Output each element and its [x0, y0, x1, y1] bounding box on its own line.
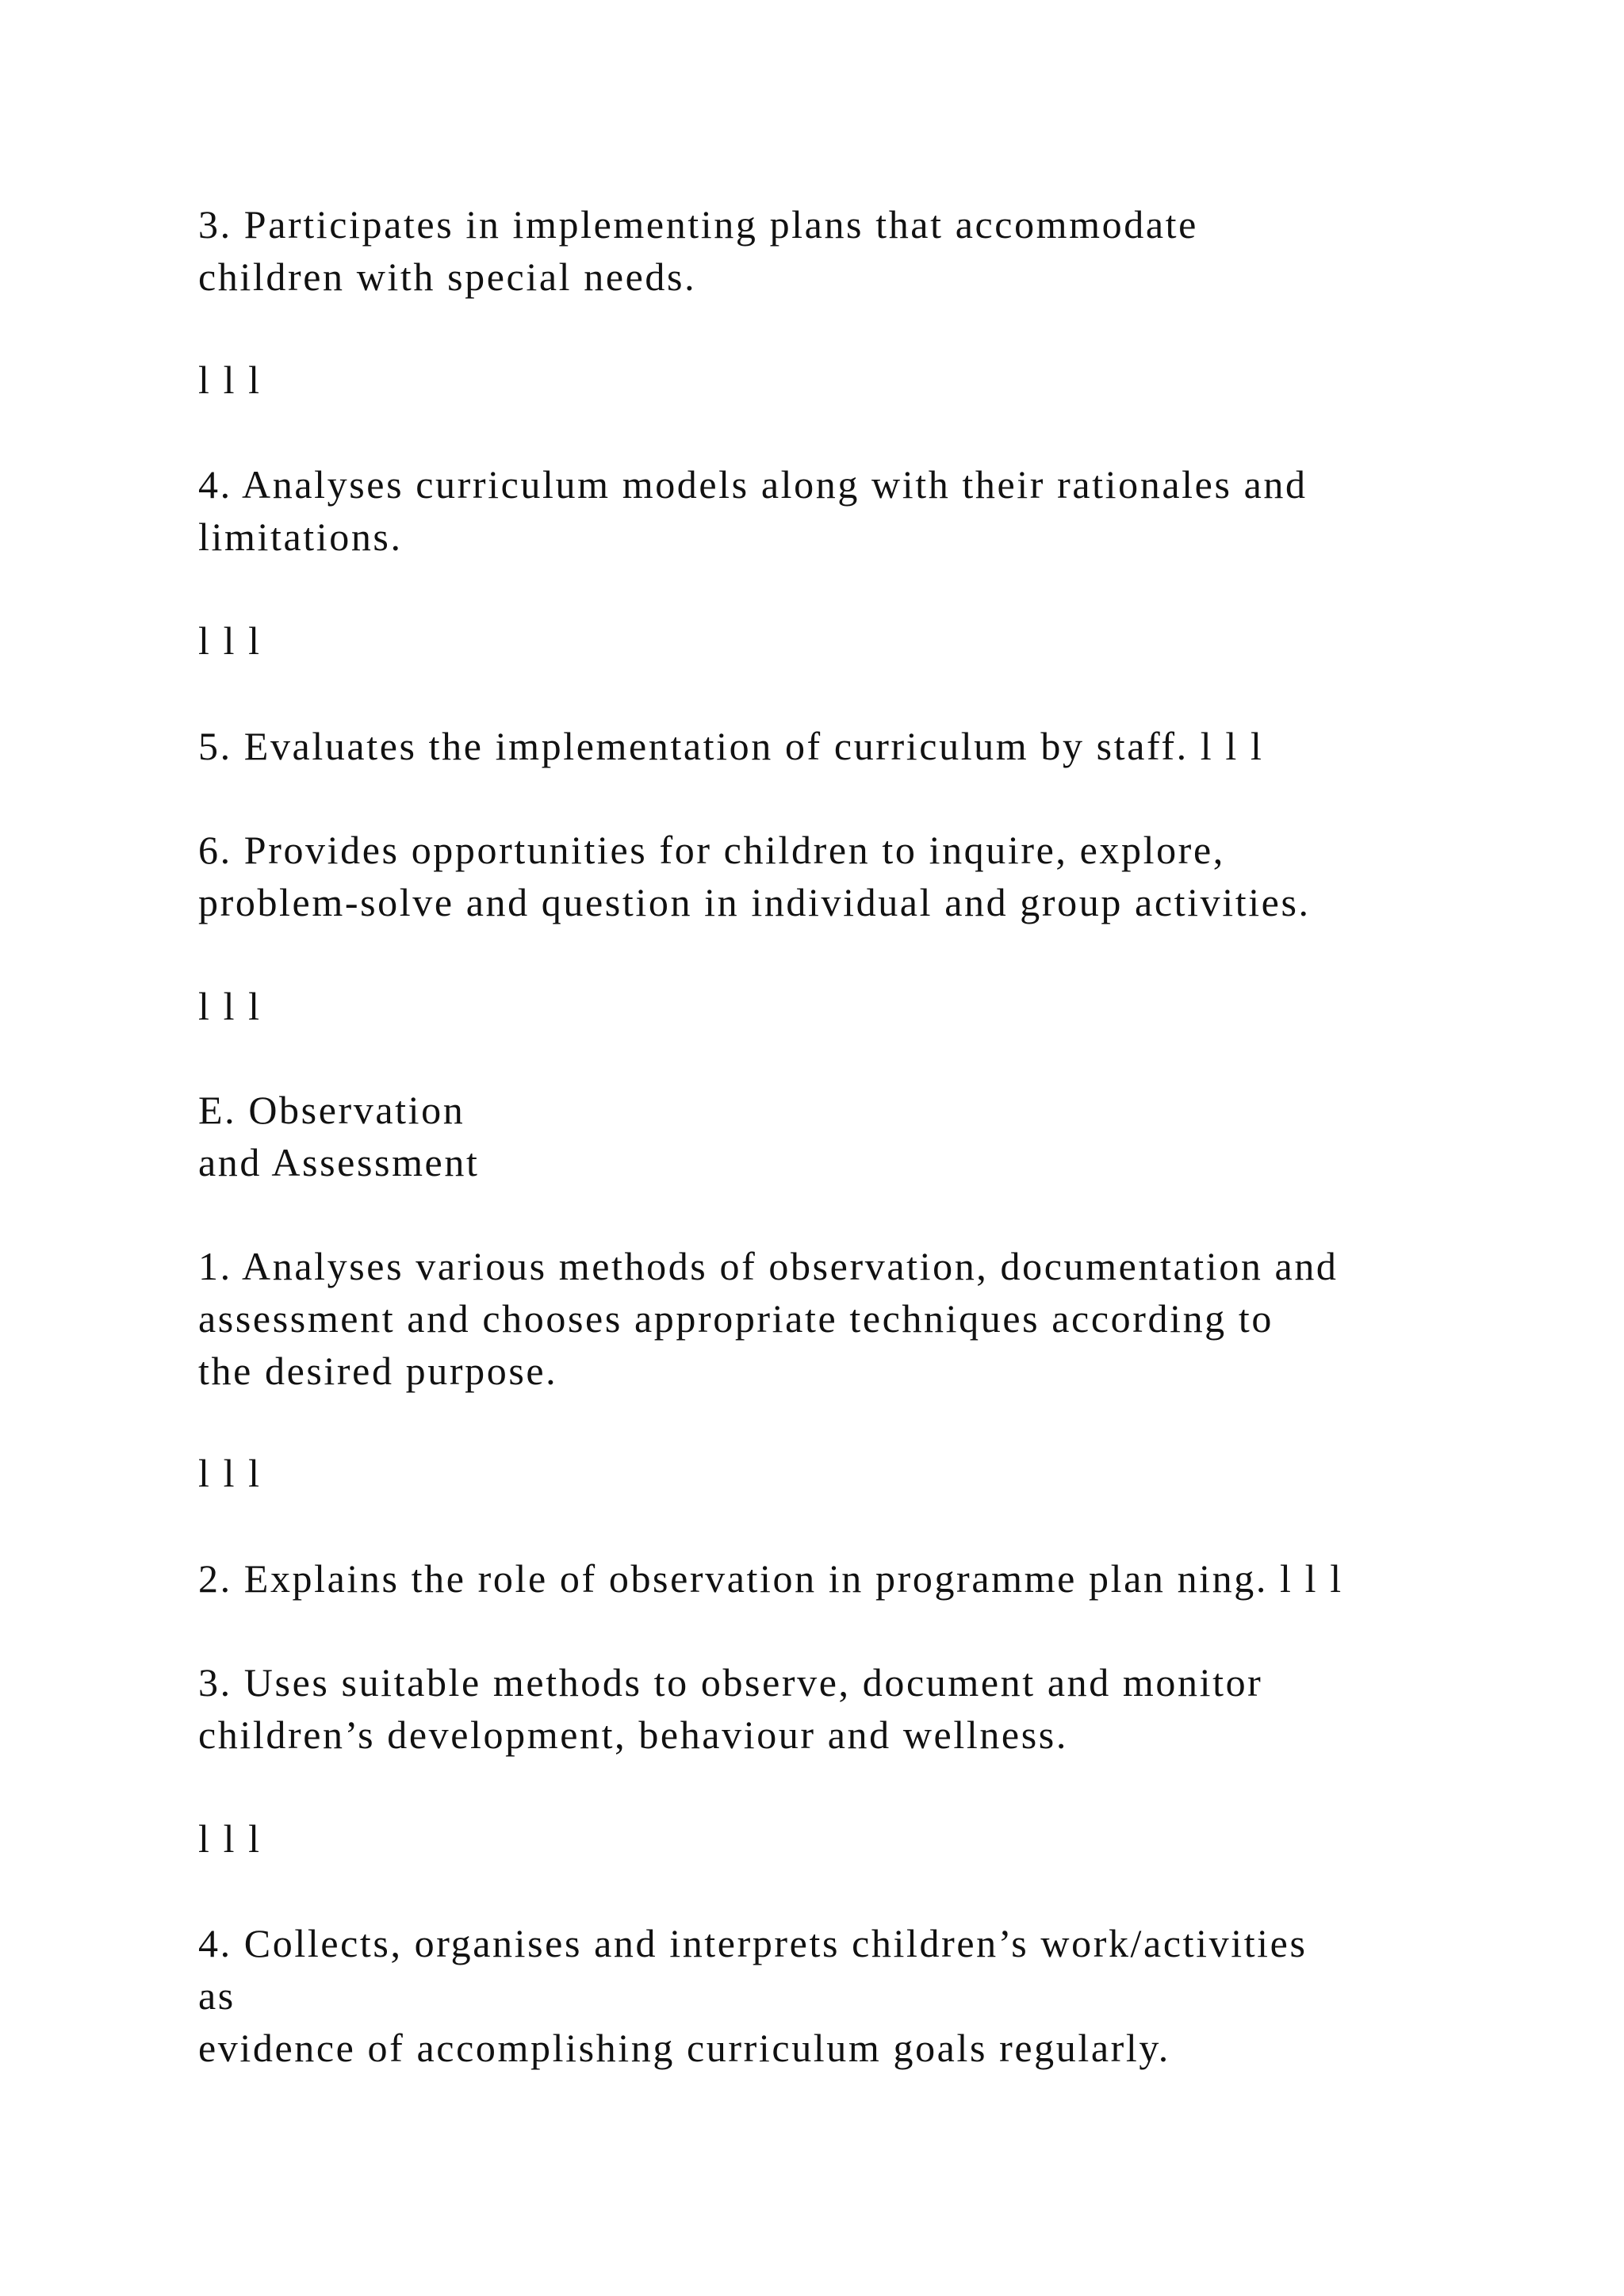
competency-c5-text: 5. Evaluates the implementation of curriculum by staff. l l l: [198, 724, 1264, 768]
competency-c6-text: 6. Provides opportunities for children to inquire, explore, problem-solve and question in individual and group activities.: [198, 828, 1311, 924]
competency-e2-text: 2. Explains the role of observation in programme plan ning. l l l: [198, 1556, 1343, 1601]
competency-c3-text: 3. Participates in implementing plans that accommodate children with special needs.: [198, 202, 1198, 299]
competency-e1-text: 1. Analyses various methods of observation, documentation and assessment and chooses appropriate techniques according to the desired purpose.: [198, 1244, 1339, 1393]
competency-e3-text: 3. Uses suitable methods to observe, document and monitor children’s development, behaviour and wellness.: [198, 1660, 1263, 1757]
rating-marks-c6: l l l: [198, 984, 262, 1028]
competency-e4-text: 4. Collects, organises and interprets children’s work/activities as evidence of accomplishing curriculum goals regularly.: [198, 1921, 1308, 2070]
competency-c4-text: 4. Analyses curriculum models along with their rationales and limitations.: [198, 462, 1308, 559]
section-heading-observation-assessment: E. Observation and Assessment: [198, 1088, 480, 1184]
rating-marks-c3: l l l: [198, 358, 262, 402]
rating-marks-e3: l l l: [198, 1816, 262, 1861]
rating-marks-e1: l l l: [198, 1451, 262, 1495]
rating-marks-c4: l l l: [198, 618, 262, 663]
